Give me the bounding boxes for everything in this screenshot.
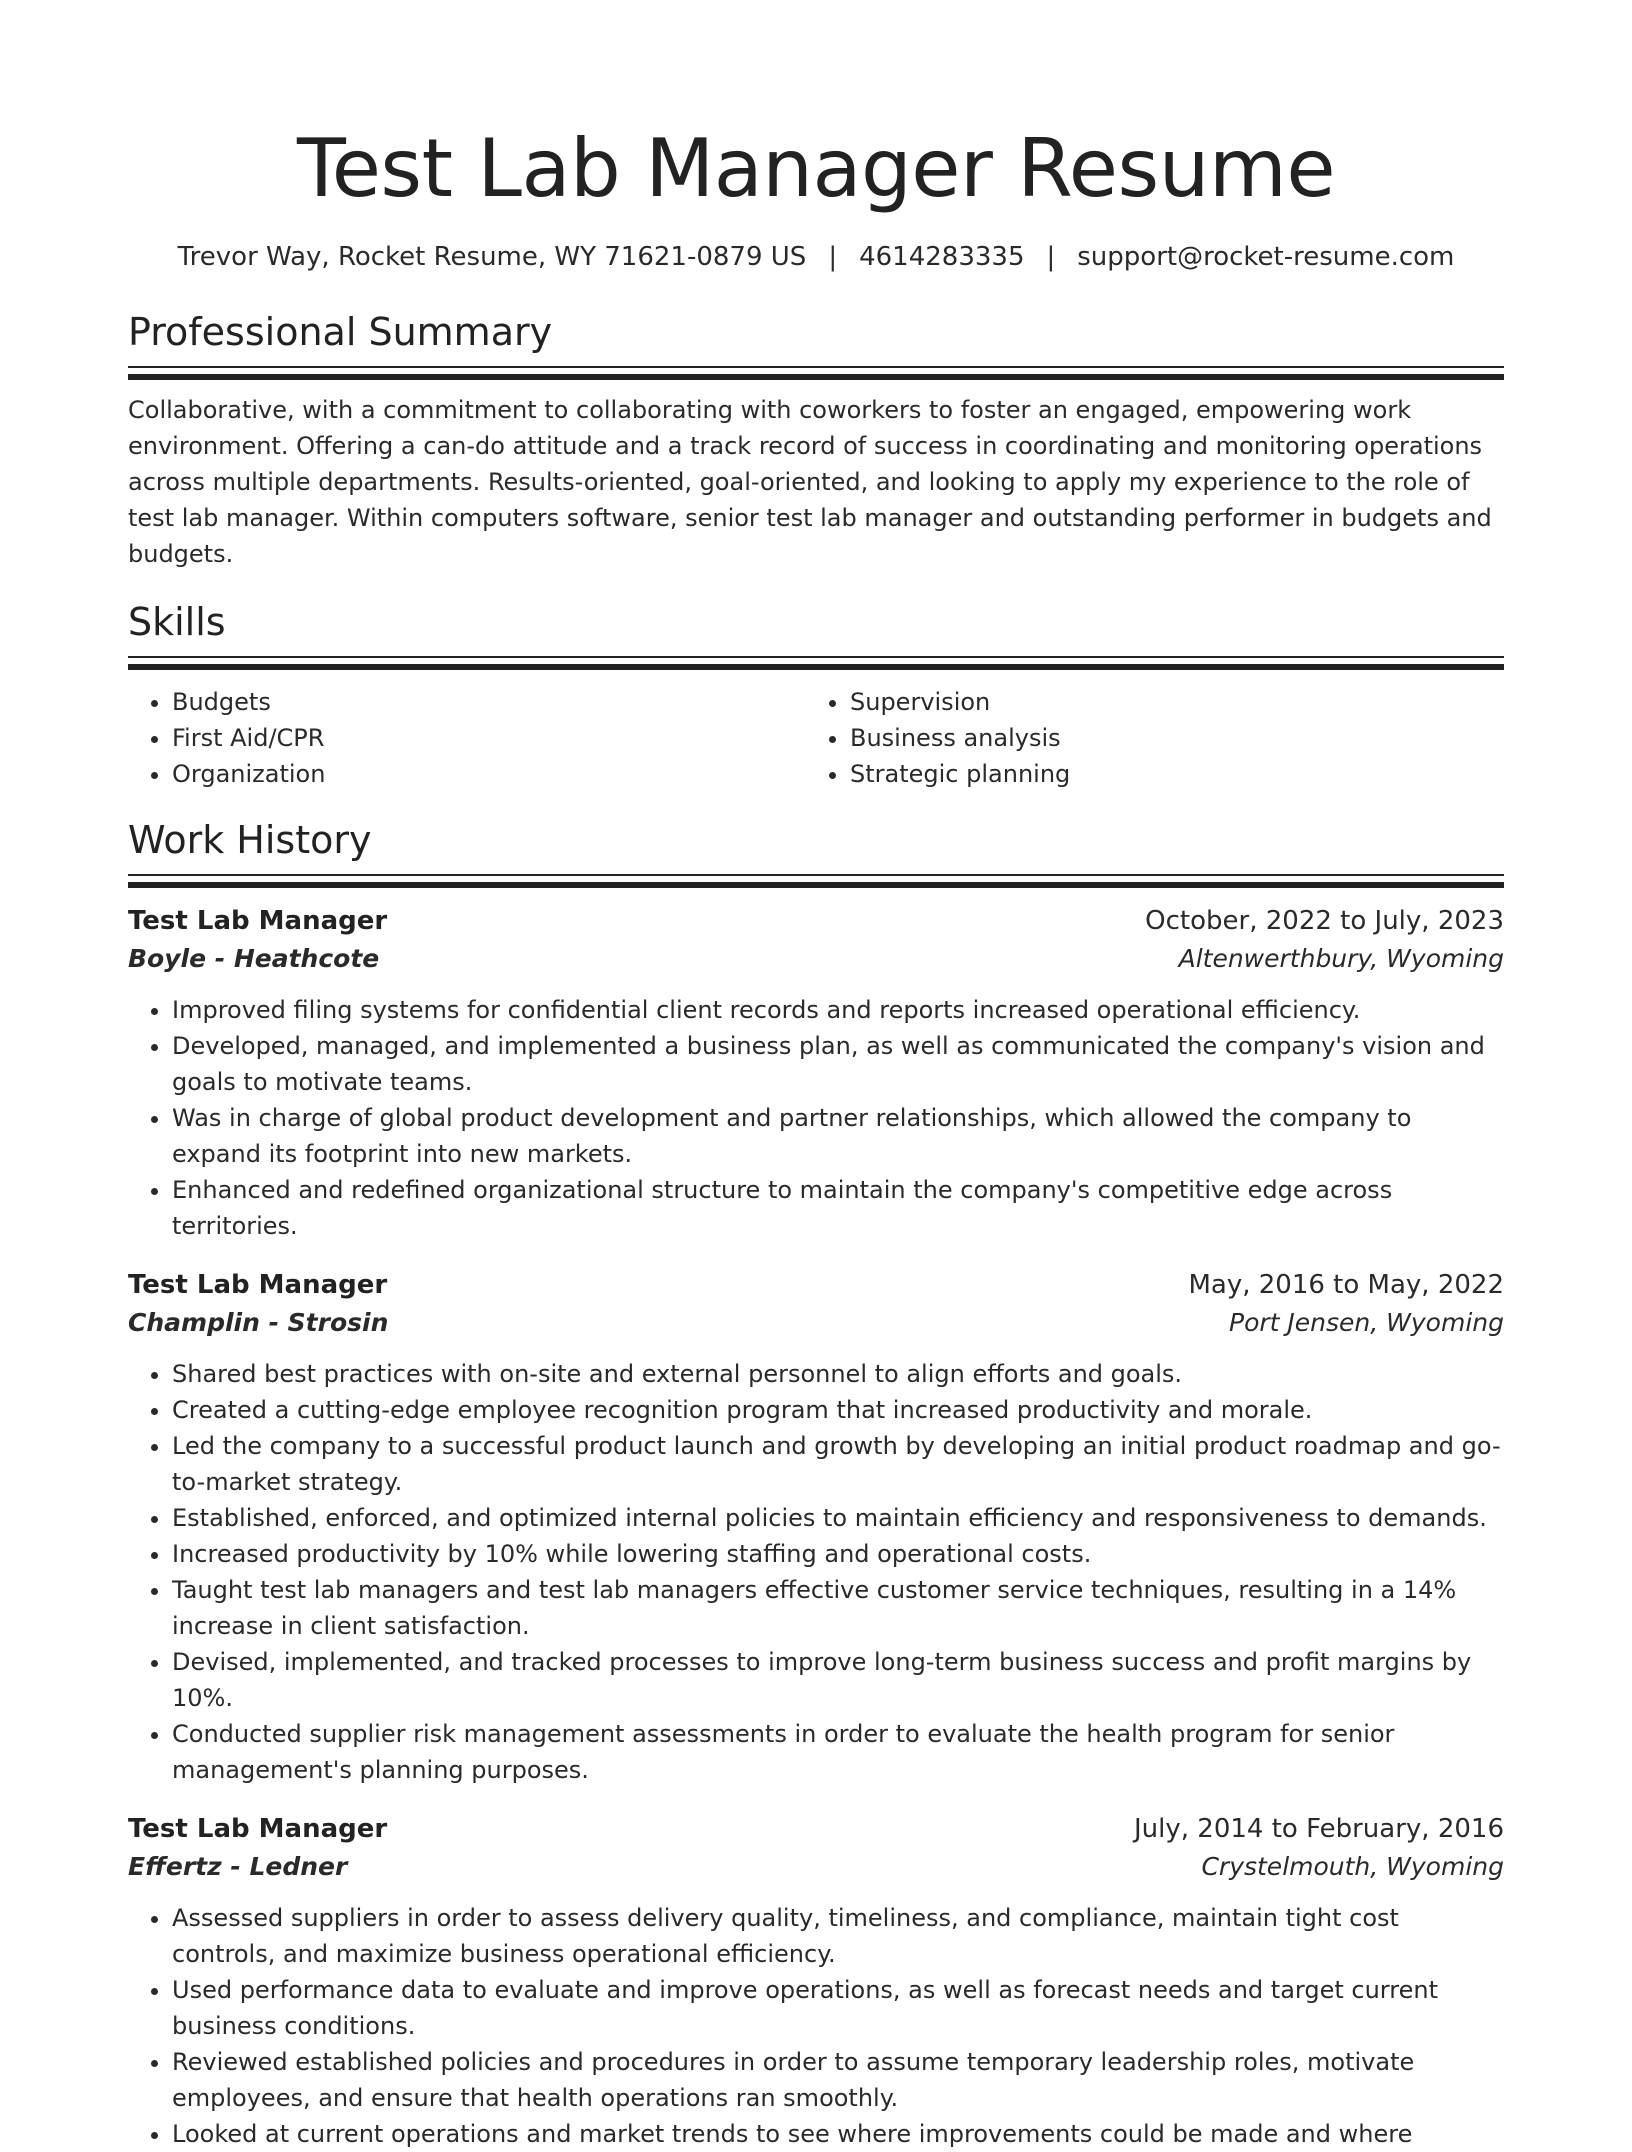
summary-text: Collaborative, with a commitment to collaborating with coworkers to foster an engaged, empowering work environment. Offering a can-do attitude and a track record of success in coordinating and monitoring operations across multiple departments. Results-oriented, goal-oriented, and looking to apply my experience to the role of test lab manager. Within computers software, senior test lab manager and outstanding performer in budgets and budgets.	[128, 396, 1492, 568]
job-dates: October, 2022 to July, 2023	[1145, 906, 1504, 936]
job-company: Boyle - Heathcote	[128, 944, 380, 973]
skill-item: • Supervision	[850, 684, 1484, 720]
summary-section	[128, 308, 1504, 572]
skill-item: • Business analysis	[850, 720, 1484, 756]
section-divider	[128, 874, 1504, 888]
job-header	[128, 1810, 1504, 1848]
skills-list-right	[806, 684, 1484, 792]
resume-page	[128, 0, 1504, 2152]
skills-columns	[128, 684, 1504, 792]
job-bullets	[128, 1356, 1504, 1788]
resume-title: Test Lab Manager Resume	[296, 122, 1336, 215]
job-dates: May, 2016 to May, 2022	[1188, 1270, 1504, 1300]
job-bullets	[128, 1900, 1504, 2152]
job-bullets	[128, 992, 1504, 1244]
job-bullet: • Reviewed established policies and procedures in order to assume temporary leadership roles, motivate employees, and ensure that health operations ran smoothly.	[172, 2044, 1504, 2116]
job-subheader	[128, 1304, 1504, 1342]
section-title-summary: Professional Summary	[128, 310, 553, 354]
job-entry	[128, 1810, 1504, 2152]
job-bullet: • Led the company to a successful product launch and growth by developing an initial product roadmap and go-to-market strategy.	[172, 1428, 1504, 1500]
contact-line	[128, 240, 1504, 274]
skill-item: • First Aid/CPR	[172, 720, 806, 756]
skills-section	[128, 598, 1504, 792]
work-history-section	[128, 816, 1504, 2152]
job-location: Crystelmouth, Wyoming	[1201, 1852, 1504, 1881]
job-dates: July, 2014 to February, 2016	[1134, 1814, 1504, 1844]
contact-email: support@rocket-resume.com	[1077, 242, 1455, 272]
skills-list-left	[128, 684, 806, 792]
skill-item: • Budgets	[172, 684, 806, 720]
job-entry	[128, 902, 1504, 1244]
job-bullet: • Assessed suppliers in order to assess delivery quality, timeliness, and compliance, maintain tight cost controls, and maximize business operational efficiency.	[172, 1900, 1504, 1972]
job-company: Champlin - Strosin	[128, 1308, 389, 1337]
contact-separator: |	[828, 242, 838, 272]
job-bullet: • Improved filing systems for confidential client records and reports increased operational efficiency.	[172, 992, 1504, 1028]
job-bullet: • Devised, implemented, and tracked processes to improve long-term business success and profit margins by 10%.	[172, 1644, 1504, 1716]
job-bullet: • Increased productivity by 10% while lowering staffing and operational costs.	[172, 1536, 1504, 1572]
job-bullet: • Was in charge of global product development and partner relationships, which allowed the company to expand its footprint into new markets.	[172, 1100, 1504, 1172]
job-header	[128, 1266, 1504, 1304]
job-bullet: • Looked at current operations and market trends to see where improvements could be made and where	[172, 2116, 1504, 2152]
job-bullet: • Established, enforced, and optimized internal policies to maintain efficiency and responsiveness to demands.	[172, 1500, 1504, 1536]
section-divider	[128, 656, 1504, 670]
job-subheader	[128, 940, 1504, 978]
job-location: Altenwerthbury, Wyoming	[1178, 944, 1504, 973]
job-bullet: • Enhanced and redefined organizational structure to maintain the company's competitive edge across territories.	[172, 1172, 1504, 1244]
skill-item: • Organization	[172, 756, 806, 792]
job-bullet: • Used performance data to evaluate and improve operations, as well as forecast needs and target current business conditions.	[172, 1972, 1504, 2044]
job-title: Test Lab Manager	[128, 1270, 388, 1300]
job-company: Effertz - Ledner	[128, 1852, 348, 1881]
job-bullet: • Shared best practices with on-site and external personnel to align efforts and goals.	[172, 1356, 1504, 1392]
contact-phone: 4614283335	[859, 242, 1025, 272]
job-title: Test Lab Manager	[128, 1814, 388, 1844]
contact-separator: |	[1046, 242, 1056, 272]
section-title-skills: Skills	[128, 600, 226, 644]
job-title: Test Lab Manager	[128, 906, 388, 936]
contact-address: Trevor Way, Rocket Resume, WY 71621-0879 US	[177, 242, 807, 272]
job-header	[128, 902, 1504, 940]
section-title-work-history: Work History	[128, 818, 372, 862]
job-bullet: • Taught test lab managers and test lab managers effective customer service techniques, resulting in a 14% increase in client satisfaction.	[172, 1572, 1504, 1644]
job-subheader	[128, 1848, 1504, 1886]
job-location: Port Jensen, Wyoming	[1229, 1308, 1504, 1337]
job-entry	[128, 1266, 1504, 1788]
section-divider	[128, 366, 1504, 380]
job-bullet: • Created a cutting-edge employee recognition program that increased productivity and morale.	[172, 1392, 1504, 1428]
job-bullet: • Developed, managed, and implemented a business plan, as well as communicated the company's vision and goals to motivate teams.	[172, 1028, 1504, 1100]
skill-item: • Strategic planning	[850, 756, 1484, 792]
job-bullet: • Conducted supplier risk management assessments in order to evaluate the health program for senior management's planning purposes.	[172, 1716, 1504, 1788]
